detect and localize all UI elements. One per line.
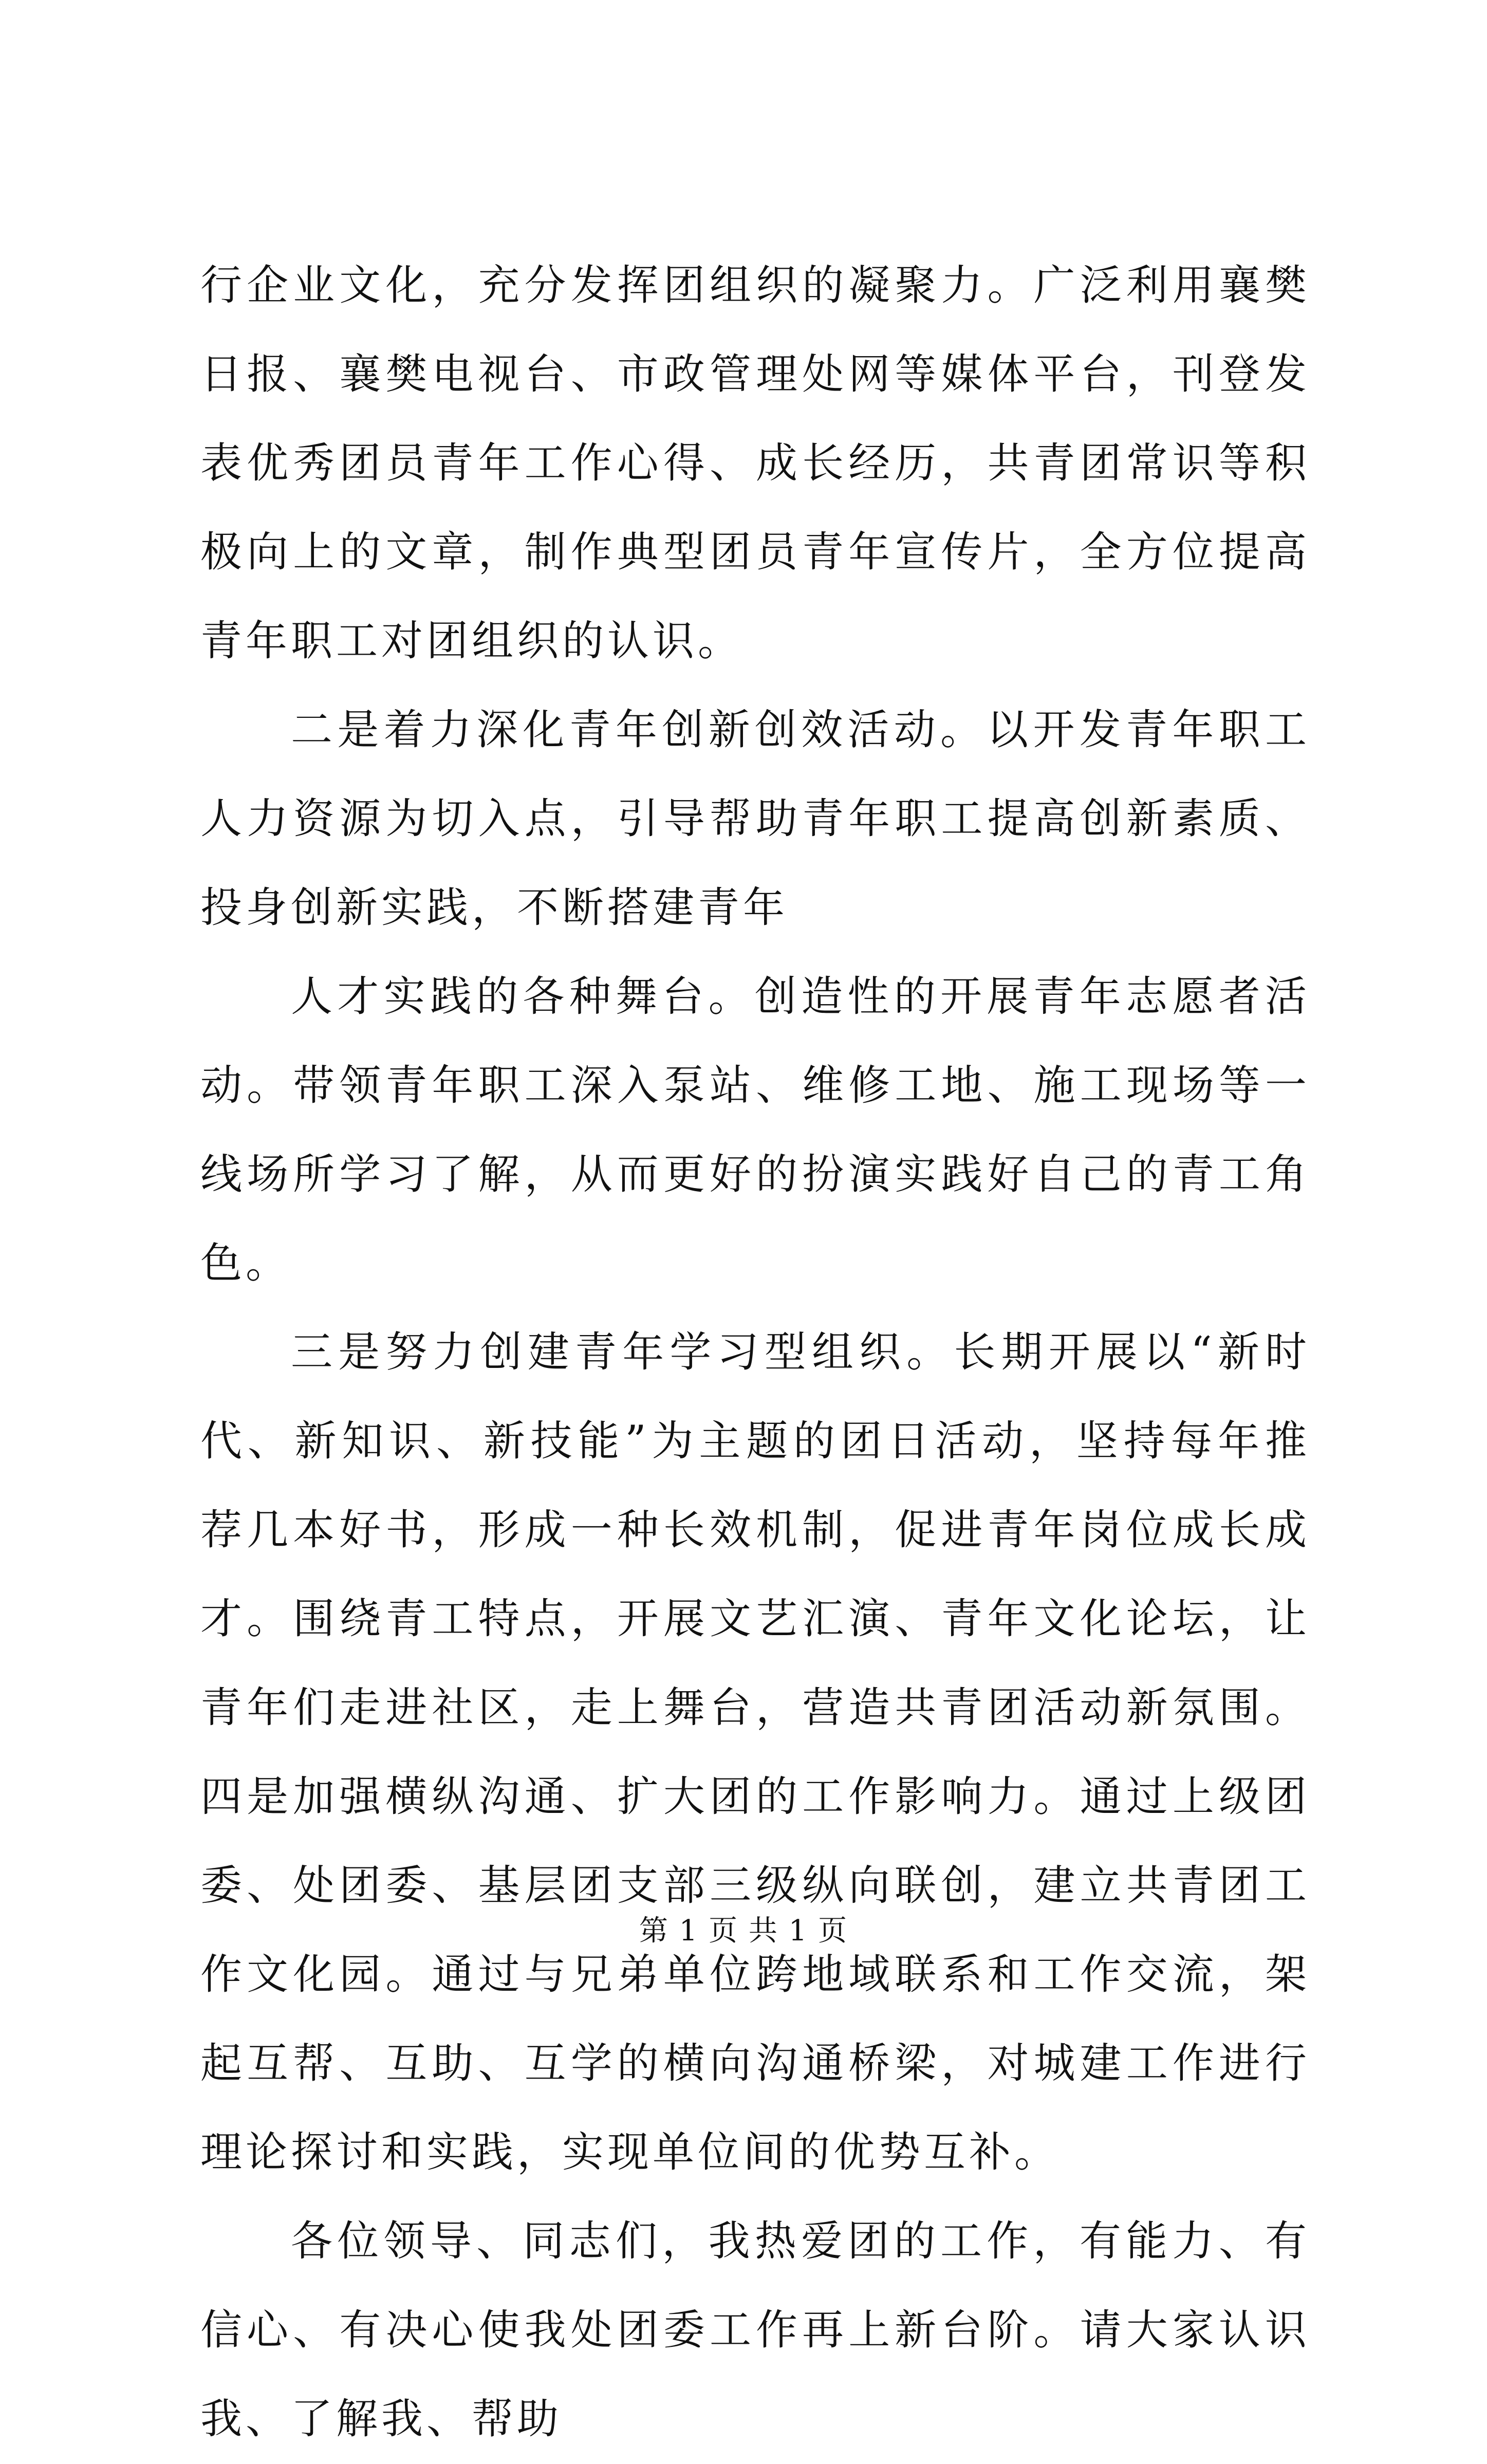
page-footer	[0, 1911, 1487, 1952]
document-body	[200, 242, 1310, 2464]
paragraph-3: 人才实践的各种舞台。创造性的开展青年志愿者活动。带领青年职工深入泵站、维修工地、施工现场等一线场所学习了解，从而更好的扮演实践好自己的青工角色。	[200, 973, 1310, 1288]
paragraph-1: 行企业文化，充分发挥团组织的凝聚力。广泛利用襄樊日报、襄樊电视台、市政管理处网等媒体平台，刊登发表优秀团员青年工作心得、成长经历，共青团常识等积极向上的文章，制作典型团员青年宣传片，全方位提高青年职工对团组织的认识。	[200, 262, 1310, 665]
paragraph-4: 三是努力创建青年学习型组织。长期开展以“新时代、新知识、新技能”为主题的团日活动，坚持每年推荐几本好书，形成一种长效机制，促进青年岗位成长成才。围绕青工特点，开展文艺汇演、青年文化论坛，让青年们走进社区，走上舞台，营造共青团活动新氛围。四是加强横纵沟通、扩大团的工作影响力。通过上级团委、处团委、基层团支部三级纵向联创，建立共青团工作文化园。通过与兄弟单位跨地域联系和工作交流，架起互帮、互助、互学的横向沟通桥梁，对城建工作进行理论探讨和实践，实现单位间的优势互补。	[200, 1328, 1310, 2177]
paragraph-2: 二是着力深化青年创新创效活动。以开发青年职工人力资源为切入点，引导帮助青年职工提高创新素质、投身创新实践，不断搭建青年	[200, 706, 1310, 932]
paragraph-5: 各位领导、同志们，我热爱团的工作，有能力、有信心、有决心使我处团委工作再上新台阶。请大家认识我、了解我、帮助	[200, 2217, 1310, 2443]
page-number-label: 第 1 页 共 1 页	[639, 1914, 848, 1948]
